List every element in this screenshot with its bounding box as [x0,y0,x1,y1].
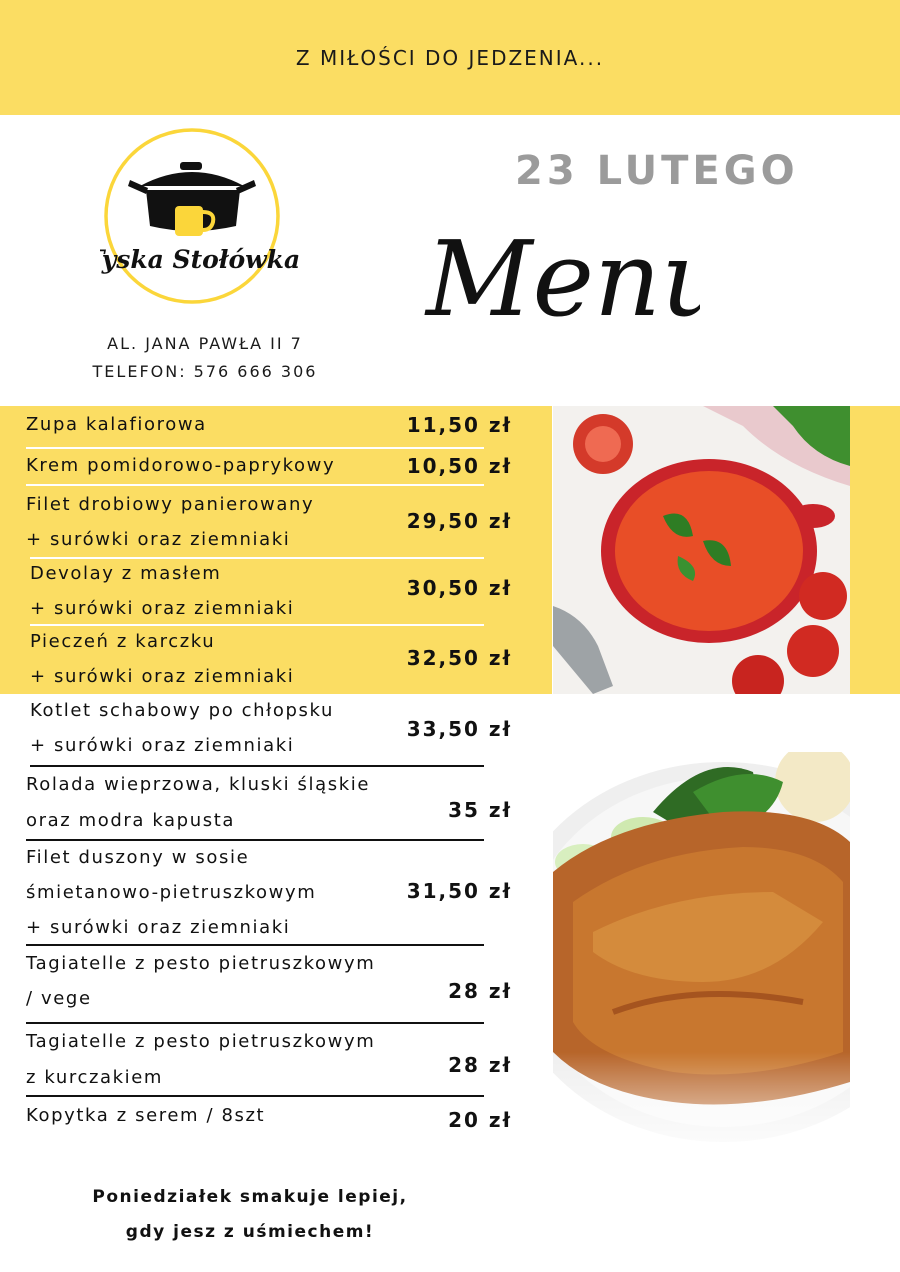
address-text: AL. JANA PAWŁA II 7 [107,334,303,353]
menu-item-extra: + surówki oraz ziemniaki [30,735,295,756]
menu-item-price: 33,50 zł [406,717,512,741]
menu-item-price: 35 zł [448,798,512,822]
contact-block [80,330,330,386]
tagline: Z MIŁOŚCI DO JEDZENIA... [295,46,605,70]
highlight-band-edge [850,406,900,694]
menu-item-price: 11,50 zł [406,413,512,437]
soup-photo [553,406,850,694]
menu-item-extra: / vege [26,988,92,1009]
menu-item-name: Kopytka z serem / 8szt [26,1105,266,1126]
menu-item-extra: oraz modra kapusta [26,810,235,831]
menu-item-extra: + surówki oraz ziemniaki [26,529,291,550]
separator [26,1095,484,1097]
menu-item-extra: + surówki oraz ziemniaki [30,598,295,619]
menu-item-name: Filet duszony w sosie [26,847,250,868]
slogan-line-2: gdy jesz z uśmiechem! [125,1222,375,1242]
menu-item-price: 30,50 zł [406,576,512,600]
menu-item-name: Tagiatelle z pesto pietruszkowym [26,1031,376,1052]
menu-item-name: Tagiatelle z pesto pietruszkowym [26,953,376,974]
separator [26,484,484,486]
menu-item-name: Zupa kalafiorowa [26,414,207,435]
menu-title-text: Menu [426,218,700,340]
cutlet-photo [553,752,850,1172]
footer-slogan [40,1180,460,1250]
menu-item-name: Filet drobiowy panierowany [26,494,315,515]
menu-item-price: 28 zł [448,1053,512,1077]
menu-item-name: Pieczeń z karczku [30,631,216,652]
phone-text: TELEFON: 576 666 306 [92,362,318,381]
menu-item-extra: śmietanowo-pietruszkowym [26,882,317,903]
menu-title [420,205,700,375]
logo [100,128,315,308]
menu-item-price: 20 zł [448,1108,512,1132]
menu-item-extra: z kurczakiem [26,1067,164,1088]
menu-item-name: Rolada wieprzowa, kluski śląskie [26,774,371,795]
menu-item-name: Kotlet schabowy po chłopsku [30,700,334,721]
logo-text: Tyska Stołówka [100,245,301,274]
menu-item-extra: + surówki oraz ziemniaki [30,666,295,687]
menu-item-name: Krem pomidorowo-paprykowy [26,455,336,476]
pot-and-cup-icon [100,128,315,308]
menu-date: 23 LUTEGO [515,148,799,194]
menu-item-price: 29,50 zł [406,509,512,533]
menu-item-price: 10,50 zł [406,454,512,478]
menu-item-price: 32,50 zł [406,646,512,670]
menu-item-name: Devolay z masłem [30,563,222,584]
slogan-line-1: Poniedziałek smakuje lepiej, [92,1187,408,1207]
menu-item-price: 31,50 zł [406,879,512,903]
menu-item-price: 28 zł [448,979,512,1003]
menu-item-extra: + surówki oraz ziemniaki [26,917,291,938]
